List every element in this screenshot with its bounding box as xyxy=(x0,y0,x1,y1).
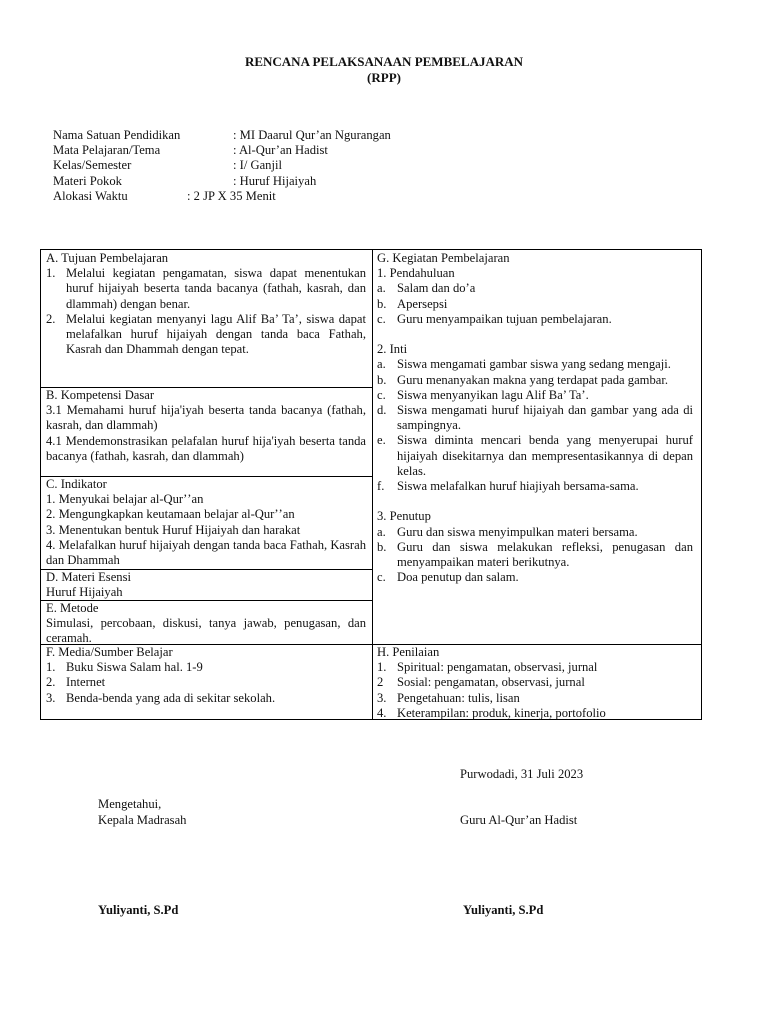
section-heading: A. Tujuan Pembelajaran xyxy=(46,251,169,265)
list-item xyxy=(46,507,366,522)
item-number: 4. xyxy=(46,537,56,552)
item-number: 2 xyxy=(377,675,384,690)
item-text: Siswa diminta mencari benda yang menyerupai huruf hijaiyah disekitarnya dan mempresentasikannya di depan kelas. xyxy=(397,433,693,478)
item-letter: f. xyxy=(377,479,385,494)
materi-cell xyxy=(41,570,372,600)
section-heading: H. Penilaian xyxy=(377,645,440,659)
kompetensi-cell xyxy=(41,388,372,464)
subsection-title: 2. Inti xyxy=(377,342,408,357)
list-item: 3.1 Memahami huruf hija'iyah beserta tanda bacanya (fathah, kasrah, dan dlammah) xyxy=(46,403,366,433)
item-number: 1. xyxy=(46,492,56,507)
document-title: RENCANA PELAKSANAAN PEMBELAJARAN xyxy=(244,54,524,69)
item-number: 2. xyxy=(46,507,56,522)
section-heading: B. Kompetensi Dasar xyxy=(46,388,155,402)
item-text: Apersepsi xyxy=(397,296,448,311)
list-item xyxy=(377,373,693,388)
headmaster-name: Yuliyanti, S.Pd xyxy=(98,903,179,917)
media-cell xyxy=(41,645,372,706)
identity-value: : MI Daarul Qur’an Ngurangan xyxy=(233,128,391,142)
item-letter: a. xyxy=(377,281,386,296)
item-number: 2. xyxy=(46,311,56,326)
penilaian-cell xyxy=(372,645,701,721)
place-date: Purwodadi, 31 Juli 2023 xyxy=(460,767,584,781)
spacer xyxy=(377,494,693,509)
item-text: Melafalkan huruf hijaiyah dengan tanda baca Fathah, Kasrah dan Dhammah xyxy=(46,537,366,568)
item-number: 2. xyxy=(46,675,56,690)
list-item xyxy=(46,675,366,690)
list-item xyxy=(377,660,693,675)
item-text: Spiritual: pengamatan, observasi, jurnal xyxy=(397,660,598,675)
item-text: Siswa melafalkan huruf hiajiyah bersama-sama. xyxy=(397,479,639,494)
item-number: 3. xyxy=(46,522,56,537)
item-letter: a. xyxy=(377,524,386,539)
item-number: 4. xyxy=(377,705,387,720)
list-item xyxy=(377,570,693,585)
item-text: Siswa mengamati gambar siswa yang sedang mengaji. xyxy=(397,357,671,372)
item-number: 3. xyxy=(46,690,56,705)
item-text: Melalui kegiatan pengamatan, siswa dapat menentukan huruf hijaiyah beserta tanda bacanya (fathah, kasrah, dan dlammah) dengan benar. xyxy=(66,266,366,311)
item-letter: c. xyxy=(377,311,386,326)
tujuan-cell xyxy=(41,251,372,357)
item-number: 1. xyxy=(46,266,56,281)
list-item xyxy=(377,297,693,312)
item-text: Siswa menyanyikan lagu Alif Ba’ Ta’. xyxy=(397,387,589,402)
item-text: Siswa mengamati huruf hijaiyah dan gambar yang ada di sampingnya. xyxy=(397,403,693,433)
list-item xyxy=(46,660,366,675)
subsection-title: 3. Penutup xyxy=(377,509,431,524)
item-number: 1. xyxy=(377,660,387,675)
item-text: Melalui kegiatan menyanyi lagu Alif Ba’ Ta’, siswa dapat melafalkan huruf hijaiyah dengan tanda baca Fathah, Kasrah dan Dhammah dengan tepat. xyxy=(66,311,366,357)
item-text: Menyukai belajar al-Qurʼʼan xyxy=(58,492,204,507)
list-item xyxy=(377,312,693,327)
spacer xyxy=(377,327,693,342)
list-item xyxy=(377,281,693,296)
identity-label: Alokasi Waktu xyxy=(53,188,128,203)
item-text: Guru dan siswa melakukan refleksi, penugasan dan menyampaikan materi berikutnya. xyxy=(397,539,693,570)
list-item xyxy=(377,433,693,479)
list-item xyxy=(46,523,366,538)
item-number: 3. xyxy=(377,690,387,705)
teacher-title: Guru Al-Qur’an Hadist xyxy=(460,813,578,827)
acknowledged-label: Mengetahui, xyxy=(98,797,162,811)
identity-label: Kelas/Semester xyxy=(53,158,132,173)
list-item xyxy=(377,403,693,433)
section-heading: E. Metode xyxy=(46,601,99,615)
item-letter: b. xyxy=(377,539,387,554)
item-text: Pengetahuan: tulis, lisan xyxy=(397,690,520,705)
list-item xyxy=(377,525,693,540)
identity-label: Nama Satuan Pendidikan xyxy=(53,128,181,142)
list-item xyxy=(46,691,366,706)
list-item xyxy=(46,266,366,312)
item-text: Buku Siswa Salam hal. 1-9 xyxy=(66,660,203,675)
item-text: Benda-benda yang ada di sekitar sekolah. xyxy=(66,690,276,705)
subsection-title: 1. Pendahuluan xyxy=(377,266,455,281)
item-text: Salam dan do’a xyxy=(397,281,476,296)
document-subtitle: (RPP) xyxy=(367,70,401,85)
identity-label: Materi Pokok xyxy=(53,173,122,188)
item-text: Mengungkapkan keutamaan belajar al-Qurʼʼan xyxy=(58,507,295,522)
item-text: Keterampilan: produk, kinerja, portofolio xyxy=(397,705,606,720)
item-text: Guru menanyakan makna yang terdapat pada gambar. xyxy=(397,372,669,387)
section-heading: G. Kegiatan Pembelajaran xyxy=(377,251,510,265)
item-text: Sosial: pengamatan, observasi, jurnal xyxy=(397,675,585,690)
rpp-table xyxy=(40,249,702,720)
item-letter: e. xyxy=(377,433,386,448)
teacher-name: Yuliyanti, S.Pd xyxy=(463,903,544,917)
headmaster-title: Kepala Madrasah xyxy=(98,813,187,827)
item-text: Guru menyampaikan tujuan pembelajaran. xyxy=(397,311,612,326)
item-letter: b. xyxy=(377,372,387,387)
list-item xyxy=(377,357,693,372)
item-text: Internet xyxy=(66,675,106,690)
section-heading: D. Materi Esensi xyxy=(46,570,131,584)
item-text: Guru dan siswa menyimpulkan materi bersama. xyxy=(397,524,638,539)
item-letter: b. xyxy=(377,296,387,311)
metode-cell xyxy=(41,601,372,647)
list-item xyxy=(377,675,693,690)
item-letter: d. xyxy=(377,403,387,418)
item-text: Menentukan bentuk Huruf Hijaiyah dan harakat xyxy=(58,522,301,537)
section-heading: F. Media/Sumber Belajar xyxy=(46,645,173,659)
identity-label: Mata Pelajaran/Tema xyxy=(53,143,161,158)
identity-value: : Al-Qur’an Hadist xyxy=(233,143,328,158)
list-item: 4.1 Mendemonstrasikan pelafalan huruf hija'iyah beserta tanda bacanya (fathah, kasrah, dan dlammah) xyxy=(46,433,366,463)
list-item xyxy=(46,312,366,358)
metode-text: Simulasi, percobaan, diskusi, tanya jawab, penugasan, dan ceramah. xyxy=(46,616,366,646)
kegiatan-cell xyxy=(372,251,701,585)
identity-value: : I/ Ganjil xyxy=(233,158,282,173)
list-item xyxy=(46,538,366,568)
identity-value: : Huruf Hijaiyah xyxy=(233,173,317,188)
materi-text: Huruf Hijaiyah xyxy=(46,585,123,600)
list-item xyxy=(377,540,693,570)
list-item xyxy=(377,706,693,721)
identity-value: : 2 JP X 35 Menit xyxy=(187,188,276,203)
item-number: 1. xyxy=(46,660,56,675)
indikator-cell xyxy=(41,477,372,568)
list-item xyxy=(377,388,693,403)
list-item xyxy=(46,492,366,507)
list-item xyxy=(377,691,693,706)
item-letter: c. xyxy=(377,387,386,402)
section-heading: C. Indikator xyxy=(46,477,107,491)
item-letter: c. xyxy=(377,570,386,585)
item-text: Doa penutup dan salam. xyxy=(397,570,519,585)
item-letter: a. xyxy=(377,357,386,372)
list-item xyxy=(377,479,693,494)
